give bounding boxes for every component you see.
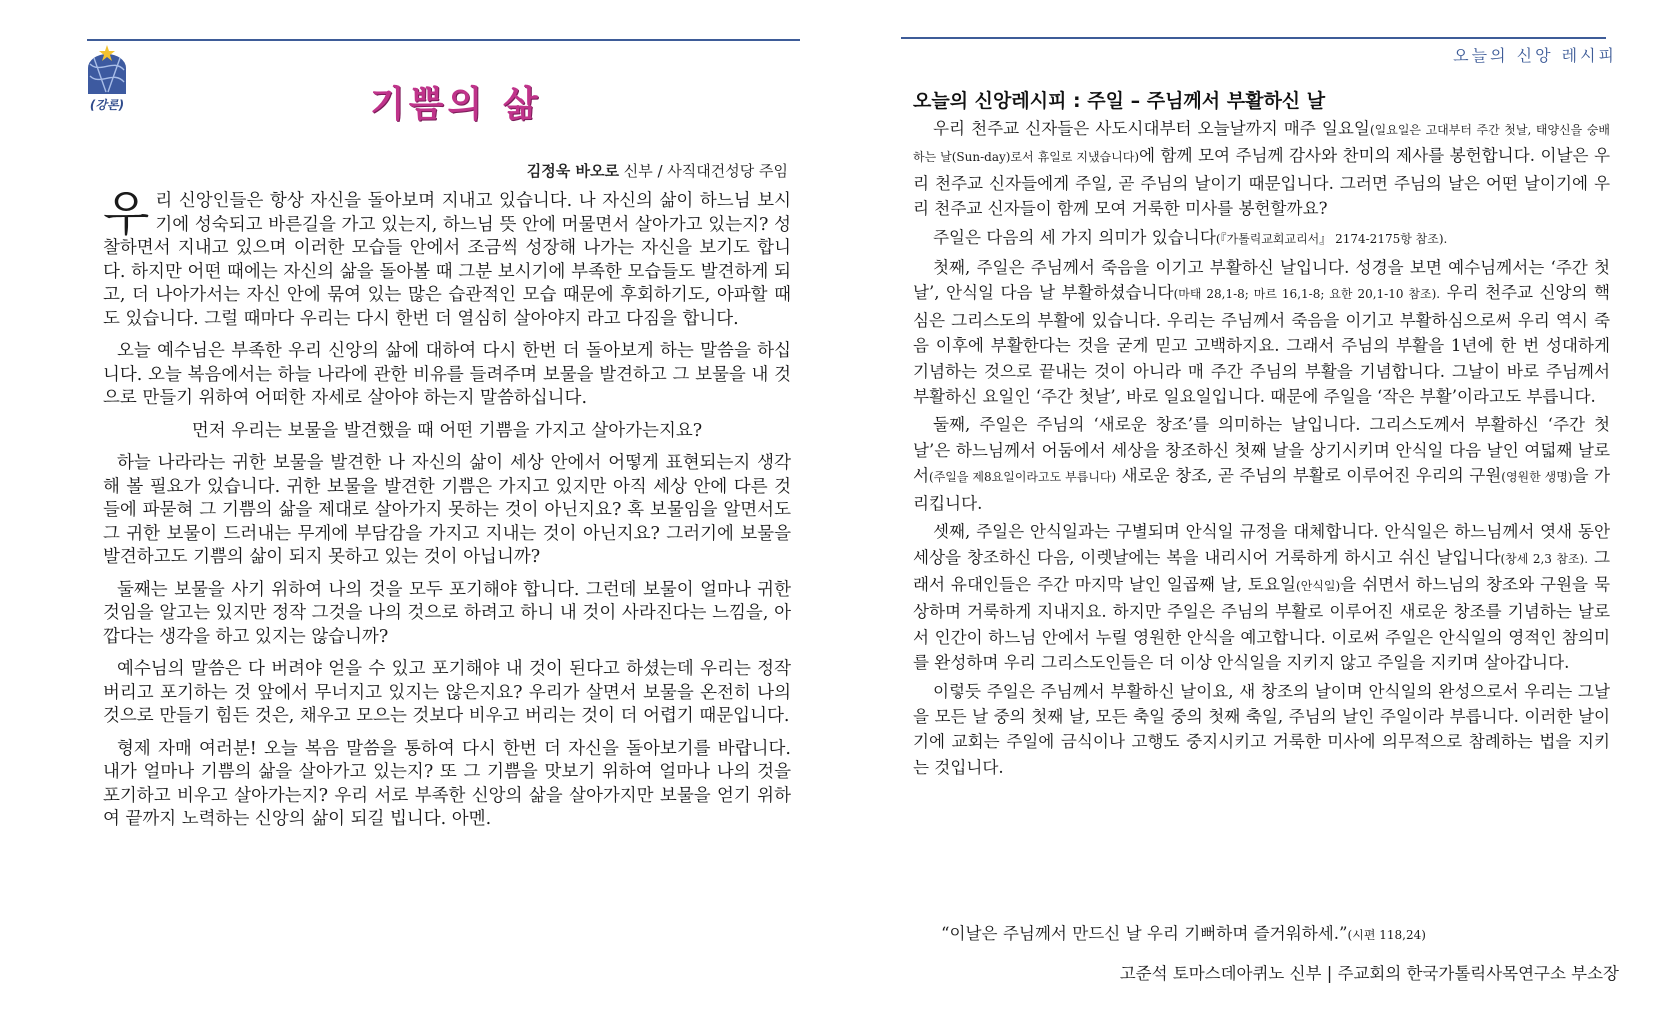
byline-role: 신부 / 사직대건성당 주임 [618, 162, 788, 180]
paragraph [913, 116, 1610, 222]
citation: (일요일은 고대부터 주간 첫날, 태양신을 숭배하는 날(Sun-day)로서 휴일로 지냈습니다) [913, 123, 1611, 165]
paragraph-text: 에 함께 모여 주님께 감사와 찬미의 제사를 봉헌합니다. 이날은 우리 천주교 신자들에게 주일, 곧 주님의 날이기 때문입니다. 그러면 주님의 날은 어떤 날이기에 우리 천주교 신자들이 함께 모여 거룩한 미사를 봉헌할까요? [913, 146, 1610, 219]
citation: (안식일) [1296, 578, 1341, 593]
paragraph-text: 우리 천주교 신앙의 핵심은 그리스도의 부활에 있습니다. 우리는 주님께서 죽음을 이기고 부활하심으로써 우리 역시 죽음 이후에 부활한다는 것을 굳게 믿고 고백하지요. 그래서 주님의 부활을 1년에 한 번 성대하게 기념하는 것으로 끝내는 것이 아니라 매 주간 주님의 부활을 기념합니다. 그날이 바로 주님께서 부활하신 요일인 ‘주간 첫날’, 바로 일요일입니다. 때문에 주일을 ‘작은 부활’이라고도 부릅니다. [913, 283, 1611, 407]
paragraph-text: 우리 천주교 신자들은 사도시대부터 오늘날까지 매주 일요일 [933, 119, 1370, 138]
paragraph-text: 먼저 우리는 보물을 발견했을 때 어떤 기쁨을 가지고 살아가는지요? [191, 420, 703, 441]
top-rule [87, 39, 800, 41]
byline [527, 160, 788, 181]
paragraph-text: 첫째, 주일은 주님께서 죽음을 이기고 부활하신 날입니다. 성경을 보면 예수님께서는 ‘주간 첫날’, 안식일 다음 날 부활하셨습니다 [913, 258, 1610, 303]
paragraph-text: 리 신앙인들은 항상 자신을 돌아보며 지내고 있습니다. 나 자신의 삶이 하느님 보시기에 성숙되고 바른길을 가고 있는지, 하느님 뜻 안에 머물면서 살아가고 있는지? 성찰하면서 지내고 있으며 이러한 모습들 안에서 조금씩 성장해 나가는 자신을 보기도 합니다. 하지만 어떤 때에는 자신의 삶을 돌아볼 때 그분 보시기에 부족한 모습들도 발견하게 되고, 더 나아가서는 자신 안에 묶여 있는 많은 습관적인 모습 때문에 후회하기도, 아파할 때도 있습니다. 그럴 때마다 우리는 다시 한번 더 열심히 살아야지 라고 다짐을 합니다. [103, 191, 791, 329]
author-signature: 고준석 토마스데아퀴노 신부 | 주교회의 한국가톨릭사목연구소 부소장 [1119, 964, 1619, 983]
paragraph-text: 둘째는 보물을 사기 위하여 나의 것을 모두 포기해야 합니다. 그런데 보물이 얼마나 귀한 것임을 알고는 있지만 정작 그것을 나의 것으로 하려고 하니 내 것이 사라진다는 느낌을, 아깝다는 생각을 하고 있지는 않습니까? [103, 579, 791, 647]
scripture-quote [941, 920, 1641, 944]
article-body [913, 116, 1610, 783]
paragraph-text: 을 쉬면서 하느님의 창조와 구원을 묵상하며 거룩하게 지내지요. 하지만 주일은 주님의 부활로 이루어진 새로운 창조를 기념하는 날로서 인간이 하느님 안에서 누릴 영원한 안식을 예고합니다. 이로써 주일은 안식일의 영적인 참의미를 완성하며 우리 그리스도인들은 더 이상 안식일을 지키지 않고 주일을 지키며 살아갑니다. [913, 574, 1610, 673]
paragraph-text: 주일은 다음의 세 가지 의미가 있습니다 [933, 227, 1216, 247]
paragraph-text: 이렇듯 주일은 주님께서 부활하신 날이요, 새 창조의 날이며 안식일의 완성으로서 우리는 그날을 모든 날 중의 첫째 날, 모든 축일 중의 첫째 축일, 주님의 날인 주일이라 부릅니다. 이러한 날이기에 교회는 주일에 금식이나 고행도 중지시키고 거룩한 미사에 의무적으로 참례하는 법을 지키는 것입니다. [913, 681, 1610, 777]
paragraph-text: 예수님의 말씀은 다 버려야 얻을 수 있고 포기해야 내 것이 된다고 하셨는데 우리는 정작 버리고 포기하는 것 앞에서 무너지고 있지는 않은지요? 우리가 살면서 보물을 온전히 나의 것으로 만들기 힘든 것은, 채우고 모으는 것보다 비우고 버리는 것이 더 어렵기 때문입니다. [103, 659, 791, 726]
paragraph [913, 519, 1610, 675]
paragraph-text: 하늘 나라라는 귀한 보물을 발견한 나 자신의 삶이 세상 안에서 어떻게 표현되는지 생각해 볼 필요가 있습니다. 귀한 보물을 발견한 기쁨은 가지고 있지만 아직 세상 안에 다른 것들에 파묻혀 그 기쁨의 삶을 제대로 살아가지 못하는 것이 아닌지요? 혹 보물임을 알면서도 그 귀한 보물이 드러내는 무게에 부담감을 가지고 지내는 것이 아닌지요? 그러기에 보물을 발견하고도 기쁨의 삶이 되지 못하고 있는 것이 아닙니까? [103, 453, 791, 567]
sermon-body [103, 186, 791, 841]
paragraph-text: 을 가리킵니다. [913, 466, 1611, 513]
paragraph-text: 오늘 예수님은 부족한 우리 신앙의 삶에 대하여 다시 한번 더 돌아보게 하는 말씀을 하십니다. 오늘 복음에서는 하늘 나라에 관한 비유를 들려주며 보물을 발견하고 그 보물을 내 것으로 만들기 위하여 어떠한 자세로 살아야 하는지 말씀하십니다. [103, 341, 791, 408]
drop-cap: 우 [103, 186, 150, 242]
quote-reference: (시편 118,24) [1347, 928, 1426, 942]
paragraph [103, 658, 791, 729]
cathedral-icon [86, 44, 128, 94]
paragraph-text: 그래서 유대인들은 주간 마지막 날인 일곱째 날, 토요일 [913, 547, 1610, 594]
paragraph [103, 186, 791, 331]
paragraph [103, 420, 791, 444]
citation: (창세 2,3 참조). [1500, 551, 1589, 566]
right-page [885, 0, 1680, 1020]
paragraph-text: 둘째, 주일은 주님의 ‘새로운 창조’를 의미하는 날입니다. 그리스도께서 부활하신 ‘주간 첫날’은 하느님께서 어둠에서 세상을 창조하신 첫째 날을 상기시키며 안식일 다음 날인 여덟째 날로서 [913, 415, 1610, 486]
paragraph-text: 형제 자매 여러분! 오늘 복음 말씀을 통하여 다시 한번 더 자신을 돌아보기를 바랍니다. 내가 얼마나 기쁨의 삶을 살아가고 있는지? 또 그 기쁨을 맛보기 위하여 얼마나 나의 것을 포기하고 비우고 살아가는지? 우리 서로 부족한 신앙의 삶을 살아가지만 보물을 얻기 위하여 끝까지 노력하는 신앙의 삶이 되길 빕니다. 아멘. [103, 738, 791, 829]
quote-text: “이날은 주님께서 만드신 날 우리 기뻐하며 즐거워하세.” [941, 924, 1348, 943]
paragraph [103, 340, 791, 411]
article-title: 오늘의 신앙레시피 : 주일 – 주님께서 부활하신 날 [913, 90, 1326, 112]
logo-caption: (강론) [89, 98, 125, 112]
citation: (『가톨릭교회교리서』 2174-2175항 참조). [1215, 231, 1448, 246]
paragraph [103, 738, 791, 832]
citation: (영원한 생명) [1501, 470, 1573, 485]
paragraph-text: 셋째, 주일은 안식일과는 구별되며 안식일 규정을 대체합니다. 안식일은 하느님께서 엿새 동안 세상을 창조하신 다음, 이렛날에는 복을 내리시어 거룩하게 하시고 쉬신 날입니다 [913, 522, 1610, 567]
paragraph [913, 412, 1610, 516]
paragraph [913, 255, 1610, 409]
top-rule [901, 37, 1606, 39]
sermon-logo [86, 44, 128, 112]
paragraph [103, 579, 791, 650]
paragraph [913, 679, 1610, 781]
section-label: 오늘의 신앙 레시피 [1453, 46, 1617, 65]
paragraph-text: 새로운 창조, 곧 주님의 부활로 이루어진 우리의 구원 [1116, 466, 1502, 486]
citation: (마태 28,1-8; 마르 16,1-8; 요한 20,1-10 참조). [1173, 287, 1441, 302]
paragraph [103, 452, 791, 570]
byline-author: 김정욱 바오로 [526, 162, 619, 180]
sermon-title: 기쁨의 삶 [370, 84, 542, 125]
paragraph [913, 225, 1610, 252]
left-page [0, 0, 820, 1020]
citation: (주일을 제8요일이라고도 부릅니다) [929, 470, 1117, 485]
